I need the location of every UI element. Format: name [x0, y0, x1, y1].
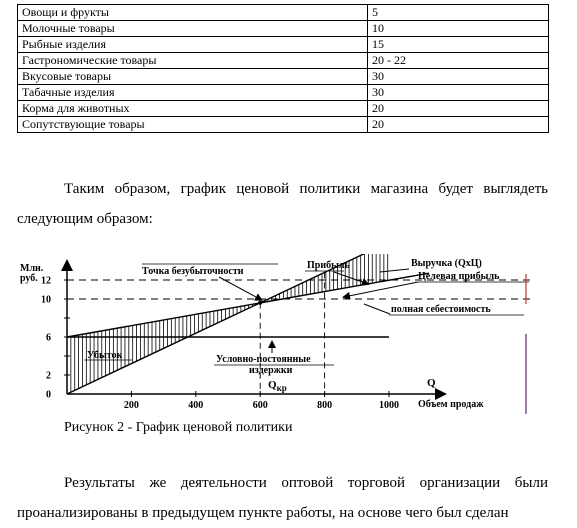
legend-revenue: Выручка (QхЦ)	[411, 258, 482, 269]
x-tick-label: 1000	[379, 400, 399, 411]
table-row	[18, 101, 549, 117]
y-tick-label: 6	[46, 332, 51, 344]
y-axis-label: Млн. руб.	[20, 263, 44, 284]
category-table-body	[18, 5, 549, 133]
table-cell-category: Корма для животных	[18, 101, 368, 117]
annotation-fixed-costs-line2: издержки	[249, 365, 293, 376]
x-tick-label: 200	[123, 400, 139, 411]
break-even-point	[258, 301, 262, 305]
x-axis-label: Объем продаж	[418, 399, 484, 410]
table-cell-value: 5	[368, 5, 549, 21]
annotation-loss: Убыток	[87, 350, 123, 361]
leader-full-cost	[364, 304, 390, 314]
leader-target	[344, 282, 418, 297]
table-row	[18, 69, 549, 85]
series-line-full-cost	[67, 273, 429, 337]
annotation-q-critical: $Q_{кр}$	[268, 379, 287, 393]
table-row	[18, 21, 549, 37]
table-row	[18, 53, 549, 69]
figure-caption: Рисунок 2 - График ценовой политики	[64, 420, 293, 435]
leader-revenue	[380, 269, 409, 272]
price-policy-chart	[14, 254, 534, 418]
x-axis-symbol: Q	[427, 377, 436, 389]
annotation-break-even: Точка безубыточности	[142, 266, 244, 277]
paragraph-results: Результаты же деятельности оптовой торговой организации были проанализированы в предыдущем пункте работы, на основе чего был сделан	[17, 475, 548, 521]
paragraph-intro: Таким образом, график ценовой политики магазина будет выглядеть следующим образом:	[17, 181, 548, 227]
table-cell-value: 20	[368, 101, 549, 117]
table-cell-value: 20	[368, 117, 549, 133]
table-cell-category: Рыбные изделия	[18, 37, 368, 53]
annotation-profit: Прибыль	[307, 260, 350, 271]
table-cell-category: Сопутствующие товары	[18, 117, 368, 133]
y-tick-label: 2	[46, 370, 51, 382]
table-cell-category: Табачные изделия	[18, 85, 368, 101]
x-tick-label: 600	[252, 400, 268, 411]
table-cell-category: Вкусовые товары	[18, 69, 368, 85]
y-tick-label: 10	[41, 294, 51, 306]
table-cell-value: 20 - 22	[368, 53, 549, 69]
x-tick-label: 400	[188, 400, 204, 411]
legend-full-cost: полная себестоимость	[391, 304, 491, 315]
table-cell-category: Молочные товары	[18, 21, 368, 37]
x-tick-label: 800	[317, 400, 333, 411]
table-cell-value: 15	[368, 37, 549, 53]
annotation-fixed-costs-line1: Условно-постоянные	[216, 354, 311, 365]
category-table	[17, 4, 549, 133]
table-cell-value: 30	[368, 69, 549, 85]
table-row	[18, 37, 549, 53]
annotation-target-profit: Целевая прибыль	[418, 271, 500, 282]
table-cell-value: 30	[368, 85, 549, 101]
y-tick-label: 0	[46, 389, 51, 401]
table-row	[18, 117, 549, 133]
table-cell-category: Гастрономические товары	[18, 53, 368, 69]
table-cell-category: Овощи и фрукты	[18, 5, 368, 21]
leader-profit	[334, 272, 368, 284]
y-tick-label: 12	[41, 275, 51, 287]
table-row	[18, 85, 549, 101]
table-row	[18, 5, 549, 21]
table-cell-value: 10	[368, 21, 549, 37]
